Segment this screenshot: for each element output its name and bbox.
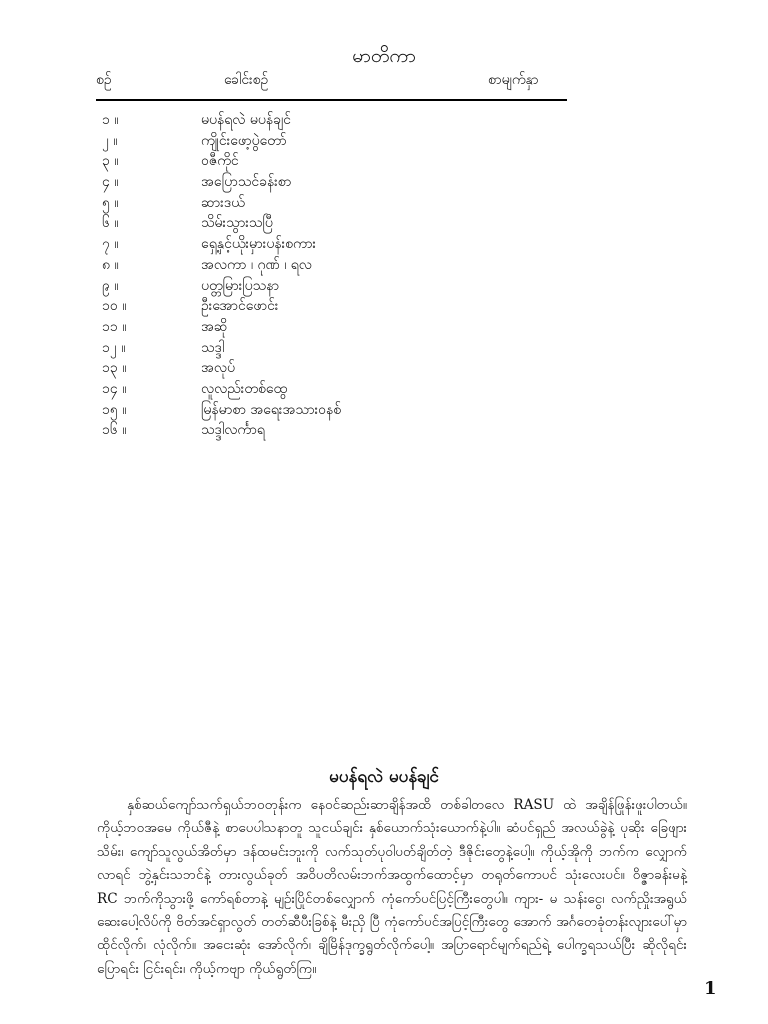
toc-item-number: ၃ ။ [102, 153, 119, 170]
toc-row [0, 234, 768, 255]
toc-item-number: ၁၅ ။ [102, 401, 127, 418]
toc-item-number: ၁၂ ။ [102, 339, 126, 356]
toc-item-title: သဒ္ဒါ [201, 339, 225, 356]
toc-item-number: ၅ ။ [102, 194, 119, 211]
toc-item-number: ၁၁ ။ [102, 318, 127, 335]
toc-item-title: ဝဇီကိုင် [201, 153, 239, 170]
toc-title: မာတိကာ [352, 45, 416, 67]
toc-item-title: ပတ္တမြားပြသနာ [201, 277, 280, 294]
toc-item-title: မပန်ရလဲ မပန်ချင် [201, 112, 291, 128]
toc-header-rule [96, 99, 567, 101]
toc-item-number: ၈ ။ [102, 256, 119, 273]
toc-item-title: သဒ္ဒါလင်္ကာရ [201, 422, 265, 439]
toc-item-title: အလကာ ၊ ဂုဏ် ၊ ရလ [201, 256, 312, 273]
toc-item-number: ၁၃ ။ [102, 360, 127, 377]
section-title: မပန်ရလဲ မပန်ချင် [329, 767, 439, 787]
toc-row [0, 379, 768, 400]
toc-row [0, 255, 768, 276]
toc-row [0, 213, 768, 234]
toc-row [0, 276, 768, 297]
toc-item-title: ရှေ့နှင့်ယိုးမှားပန်းစကား [201, 236, 317, 253]
toc-row [0, 338, 768, 359]
body-paragraph: နှစ်ဆယ်ကျော်သက်ရှယ်ဘဝတုန်းက နေဝင်ဆည်းဆာချိန်အထိ တစ်ခါတလေ RASU ထဲ အချိန်ဖြုန်းဖူးပါတယ်။ ကိုယ့်ဘဝအမေ ကိုယ်ဇီနဲ့ စာပေပါသနာတူ သူငယ်ချင်း နှစ်ယောက်သုံးယောက်နဲ့ပါ။ ဆံပင်ရှည် အလယ်ခွဲနဲ့ ပုဆိုး ခြေဖျားသိမ်း၊ ကျော်သူလွယ်အိတ်မှာ ဒန်ထမင်းဘူးကို လက်သုတ်ပုဝါပတ်ချိတ်တဲ့ ဒီဇိုင်းတွေနဲ့ပေါ့။ ကိုယ့်အိုကို ဘက်က လျှောက်လာရင် ဘွဲ့နှင်းသဘင်နဲ့ တားလွယ်ခုတ် အဝိပတိလမ်းဘက်အထွက်ထောင့်မှာ တရုတ်ကောပင် သုံးလေးပင်။ ဝိဇ္ဇာခန်းမနဲ့ RC ဘက်ကိုသွားဖို့ ကော်ရစ်တာနဲ့ မျဉ်းပြိုင်တစ်လျှောက် ကုံကော်ပင်ပြင့်ကြီးတွေပါ။ ကျား- မ သန်းငွေ၊ လက်ညှိုးအရွယ် ဆေးပေါ့လိပ်ကို ဗိတ်အင်ရှာလွတ် တတ်ဆီပီးခြစ်နဲ့ မီးညှိ ပြီ ကုံကော်ပင်အပြင့်ကြီးတွေ အောက် အင်္ဂတေခုံတန်းလျားပေါ်မှာ ထိုင်လိုက်၊ လုံလိုက်။ အငေးဆုံး အော်လိုက်၊ ချိမြိန်ဒုက္ခရွတ်လိုက်ပေါ့။ အပြာရောင်မျက်ရည်ရဲ့ ပေါက္ခရသယ်ပြီး ဆိုလိုရင်းပြောရင်း ငြင်းရင်း၊ ကိုယ့်ကဗျာ ကိုယ်ရွတ်ကြ။ [97, 797, 687, 977]
toc-item-number: ၁ ။ [102, 112, 119, 128]
toc-row [0, 400, 768, 421]
toc-item-title: မြန်မာစာ အရေးအသားဝနစ် [201, 401, 342, 418]
toc-item-title: လူလည်းတစ်ထွေ [201, 380, 287, 397]
toc-header [0, 70, 768, 100]
toc-row [0, 110, 768, 131]
toc-row [0, 131, 768, 152]
toc-row [0, 193, 768, 214]
toc-item-number: ၉ ။ [102, 277, 119, 294]
toc-item-number: ၁၆ ။ [102, 422, 127, 439]
toc-header-title: ခေါင်းစဉ် [224, 72, 269, 88]
toc-item-title: အလုပ် [201, 360, 235, 377]
toc-item-number: ၄ ။ [102, 174, 119, 191]
toc-header-page: စာမျက်နှာ [488, 72, 539, 88]
toc-item-number: ၁၄ ။ [102, 380, 127, 397]
toc-list [0, 110, 768, 441]
page-number: 1 [704, 978, 717, 999]
toc-row [0, 172, 768, 193]
toc-item-title: ဦးအောင်ဖောင်း [201, 298, 279, 315]
toc-item-title: သိမ်းသွားသပြီ [201, 215, 273, 232]
toc-header-number: စဉ် [96, 72, 112, 88]
toc-item-number: ၂ ။ [102, 132, 118, 149]
toc-row [0, 151, 768, 172]
toc-row [0, 317, 768, 338]
toc-item-number: ၇ ။ [102, 236, 119, 253]
toc-item-title: ကျိုင်းဖော့ပွဲတော် [201, 132, 287, 149]
toc-row [0, 420, 768, 441]
toc-item-title: ဆားဒယ် [201, 194, 245, 211]
toc-item-title: အဆို [201, 318, 228, 335]
toc-row [0, 358, 768, 379]
toc-item-title: အပြောသင်ခန်းစာ [201, 174, 292, 191]
toc-row [0, 296, 768, 317]
toc-item-number: ၁၀ ။ [102, 298, 127, 315]
toc-item-number: ၆ ။ [102, 215, 119, 232]
